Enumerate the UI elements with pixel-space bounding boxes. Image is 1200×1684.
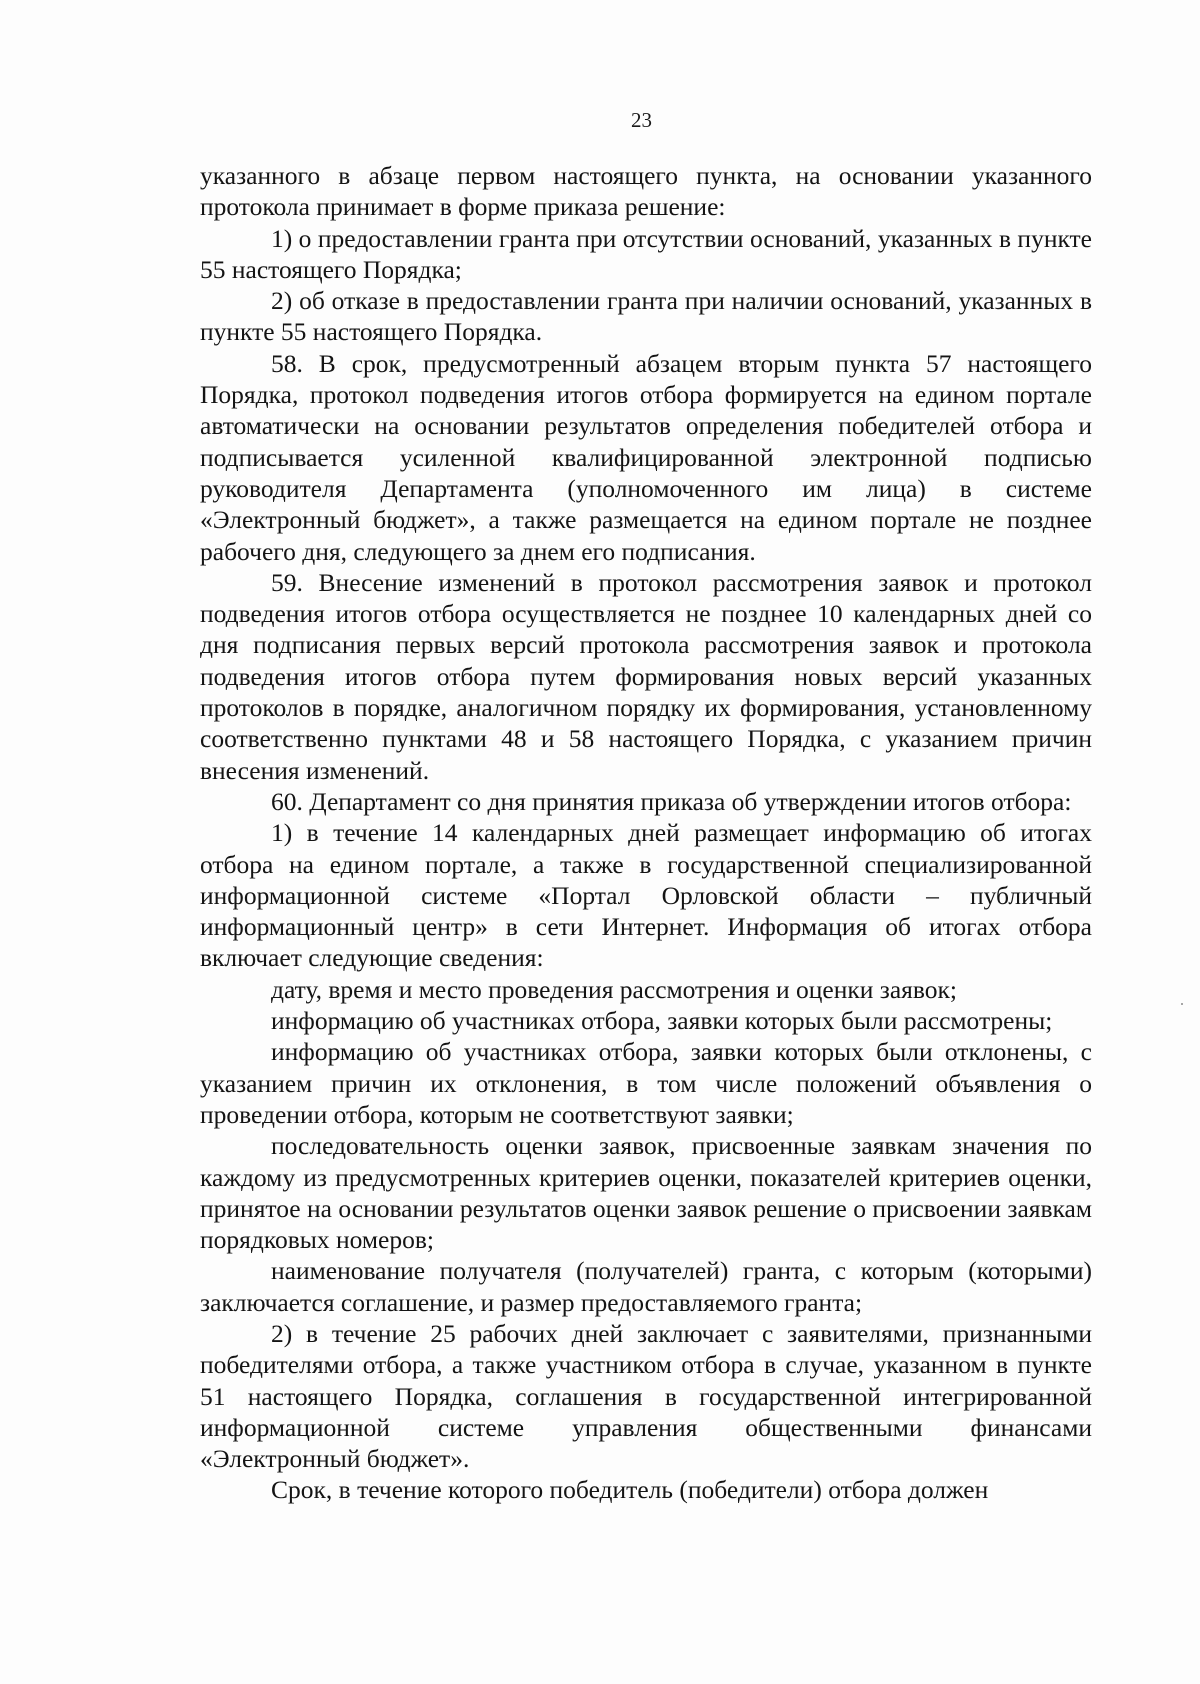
paragraph: Срок, в течение которого победитель (победители) отбора должен [271, 1475, 989, 1505]
paragraph: информацию об участниках отбора, заявки которых были рассмотрены; [271, 1006, 1053, 1036]
document-body [200, 160, 1092, 1506]
paragraph: наименование получателя (получателей) гранта, с которым (которыми) заключается соглашение, и размер предоставляемого гранта; [200, 1256, 1092, 1317]
paragraph: 60. Департамент со дня принятия приказа об утверждении итогов отбора: [271, 786, 1072, 816]
paragraph: последовательность оценки заявок, присвоенные заявкам значения по каждому из предусмотренных критериев оценки, показателей критериев оценки, принятое на основании результатов оценки заявок решение о присвоении заявкам порядковых номеров; [200, 1131, 1092, 1255]
paragraph: 58. В срок, предусмотренный абзацем вторым пункта 57 настоящего Порядка, протокол подведения итогов отбора формируется на едином портале автоматически на основании результатов определения победителей отбора и подписывается усиленной квалифицированной электронной подписью руководителя Департамента (уполномоченного им лица) в системе «Электронный бюджет», а также размещается на едином портале не позднее рабочего дня, следующего за днем его подписания. [200, 348, 1092, 566]
paragraph: 2) в течение 25 рабочих дней заключает с заявителями, признанными победителями отбора, а также участником отбора в случае, указанном в пункте 51 настоящего Порядка, соглашения в государственной интегрированной информационной системе управления общественными финансами «Электронный бюджет». [200, 1318, 1092, 1474]
paragraph: 2) об отказе в предоставлении гранта при наличии оснований, указанных в пункте 55 настоящего Порядка. [200, 286, 1092, 347]
paragraph: информацию об участниках отбора, заявки которых были отклонены, с указанием причин их отклонения, в том числе положений объявления о проведении отбора, которым не соответствуют заявки; [200, 1037, 1092, 1129]
paragraph: 59. Внесение изменений в протокол рассмотрения заявок и протокол подведения итогов отбора осуществляется не позднее 10 календарных дней со дня подписания первых версий протокола рассмотрения заявок и протокола подведения итогов отбора путем формирования новых версий указанных протоколов в порядке, аналогичном порядку их формирования, установленному соответственно пунктами 48 и 58 настоящего Порядка, с указанием причин внесения изменений. [200, 567, 1092, 785]
paragraph: 1) в течение 14 календарных дней размещает информацию об итогах отбора на едином портале, а также в государственной специализированной информационной системе «Портал Орловской области – публичный информационный центр» в сети Интернет. Информация об итогах отбора включает следующие сведения: [200, 818, 1092, 973]
paragraph: указанного в абзаце первом настоящего пункта, на основании указанного протокола принимает в форме приказа решение: [200, 161, 1092, 222]
paragraph: 1) о предоставлении гранта при отсутствии оснований, указанных в пункте 55 настоящего Порядка; [200, 223, 1092, 284]
page-number: 23 [631, 108, 652, 132]
paragraph: дату, время и место проведения рассмотрения и оценки заявок; [271, 974, 957, 1004]
scan-speck [1181, 1003, 1183, 1005]
